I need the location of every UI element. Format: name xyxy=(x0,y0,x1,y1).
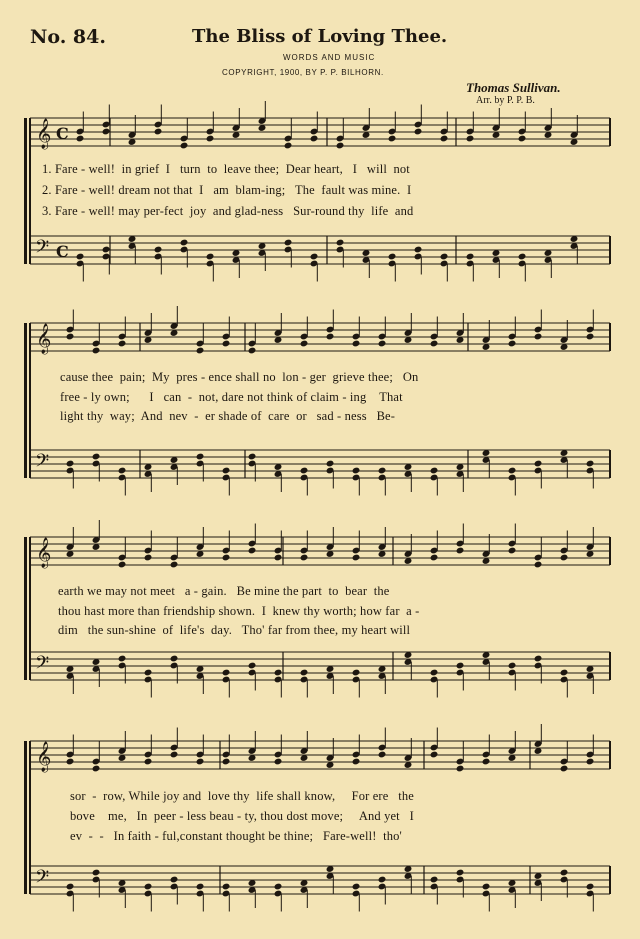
bass-note xyxy=(534,460,543,468)
bass-note xyxy=(586,883,595,891)
treble-note xyxy=(118,340,127,348)
bass-note xyxy=(456,869,465,877)
bass-note xyxy=(310,253,319,261)
treble-note xyxy=(378,751,387,759)
treble-note xyxy=(336,142,345,150)
lyric-line: 3. Fare - well! may per-fect joy and glad-ness Sur-round thy life and xyxy=(42,204,414,218)
copyright-notice: COPYRIGHT, 1900, BY P. P. BILHORN. xyxy=(222,68,384,77)
treble-note xyxy=(170,751,179,759)
treble-note xyxy=(388,135,397,143)
treble-clef-symbol: 𝄞 xyxy=(36,538,52,568)
treble-note xyxy=(196,758,205,766)
bass-note xyxy=(336,239,345,247)
lyric-line: dim the sun-shine of life's day. Tho' far from thee, my heart will xyxy=(58,623,411,637)
treble-note xyxy=(206,135,215,143)
system-bracket xyxy=(24,118,27,264)
lyric-line: 1. Fare - well! in grief I turn to leave thee; Dear heart, I will not xyxy=(42,162,410,176)
bass-note xyxy=(352,883,361,891)
bass-note xyxy=(222,883,231,891)
bass-note xyxy=(180,239,189,247)
bass-note xyxy=(118,467,127,475)
bass-clef-symbol: 𝄢 xyxy=(35,653,50,678)
treble-note xyxy=(76,135,85,143)
treble-note xyxy=(508,547,517,555)
bass-note xyxy=(326,460,335,468)
words-music-credit: WORDS AND MUSIC xyxy=(283,53,376,62)
treble-note xyxy=(284,142,293,150)
treble-note xyxy=(352,758,361,766)
treble-note xyxy=(352,554,361,562)
bass-note xyxy=(482,883,491,891)
bass-note xyxy=(560,669,569,677)
system-bracket xyxy=(24,741,27,894)
treble-note xyxy=(534,561,543,569)
treble-note xyxy=(508,340,517,348)
bass-clef-symbol: 𝄢 xyxy=(35,451,50,476)
bass-note xyxy=(430,669,439,677)
lyric-line: light thy way; And nev - er shade of care or sad - ness Be- xyxy=(60,409,396,423)
bass-note xyxy=(560,869,569,877)
treble-note xyxy=(456,547,465,555)
bass-note xyxy=(284,239,293,247)
treble-note xyxy=(430,340,439,348)
treble-clef-symbol: 𝄞 xyxy=(36,324,52,354)
bass-note xyxy=(440,253,449,261)
bass-note xyxy=(144,883,153,891)
bass-note xyxy=(430,467,439,475)
treble-note xyxy=(222,758,231,766)
treble-note xyxy=(430,554,439,562)
treble-note xyxy=(518,135,527,143)
bass-note xyxy=(222,467,231,475)
treble-note xyxy=(482,758,491,766)
bass-note xyxy=(248,662,257,670)
lyric-line: 2. Fare - well! dream not that I am blam-ing; The fault was mine. I xyxy=(42,183,412,197)
bass-note xyxy=(248,453,257,461)
bass-note xyxy=(430,876,439,884)
bass-note xyxy=(170,876,179,884)
bass-note xyxy=(196,453,205,461)
treble-note xyxy=(92,765,101,773)
treble-note xyxy=(586,333,595,341)
bass-note xyxy=(378,467,387,475)
treble-note xyxy=(440,135,449,143)
bass-note xyxy=(352,669,361,677)
bass-note xyxy=(586,460,595,468)
treble-note xyxy=(196,347,205,355)
treble-note xyxy=(144,554,153,562)
bass-note xyxy=(118,655,127,663)
system-bracket xyxy=(24,323,27,478)
bass-note xyxy=(456,662,465,670)
bass-note xyxy=(92,453,101,461)
treble-note xyxy=(274,758,283,766)
treble-note xyxy=(66,333,75,341)
treble-note xyxy=(534,333,543,341)
bass-note xyxy=(534,655,543,663)
author-credit: Thomas Sullivan. xyxy=(466,80,561,95)
treble-note xyxy=(300,340,309,348)
bass-note xyxy=(274,883,283,891)
treble-clef-symbol: 𝄞 xyxy=(36,119,52,149)
treble-note xyxy=(352,340,361,348)
lyric-line: earth we may not meet a - gain. Be mine the part to bear the xyxy=(58,584,390,598)
treble-clef-symbol: 𝄞 xyxy=(36,742,52,772)
treble-note xyxy=(586,758,595,766)
time-signature: C xyxy=(56,242,69,261)
bass-note xyxy=(518,253,527,261)
bass-note xyxy=(206,253,215,261)
treble-note xyxy=(560,554,569,562)
treble-note xyxy=(274,554,283,562)
bass-note xyxy=(466,253,475,261)
bass-note xyxy=(274,669,283,677)
system-bracket xyxy=(24,537,27,680)
lyric-line: free - ly own; I can - not, dare not think of claim - ing That xyxy=(60,390,403,404)
treble-note xyxy=(222,554,231,562)
bass-note xyxy=(196,883,205,891)
bass-note xyxy=(352,467,361,475)
bass-note xyxy=(388,253,397,261)
lyric-line: ev - - In faith - ful,constant thought be thine; Fare-well! tho' xyxy=(70,829,402,843)
treble-note xyxy=(560,765,569,773)
treble-note xyxy=(300,554,309,562)
bass-note xyxy=(92,869,101,877)
treble-note xyxy=(414,128,423,136)
treble-note xyxy=(430,751,439,759)
time-signature: C xyxy=(56,124,69,143)
bass-note xyxy=(66,460,75,468)
treble-note xyxy=(144,758,153,766)
bass-note xyxy=(508,662,517,670)
lyric-line: thou hast more than friendship shown. I knew thy worth; how far a - xyxy=(58,604,420,618)
bass-clef-symbol: 𝄢 xyxy=(35,867,50,892)
lyric-line: sor - row, While joy and love thy life shall know, For ere the xyxy=(70,789,414,803)
treble-note xyxy=(248,547,257,555)
bass-note xyxy=(508,467,517,475)
treble-note xyxy=(118,561,127,569)
bass-note xyxy=(144,669,153,677)
arranger-credit: Arr. by P. P. B. xyxy=(476,95,535,106)
treble-note xyxy=(248,347,257,355)
hymn-title: The Bliss of Loving Thee. xyxy=(192,26,448,47)
treble-note xyxy=(310,135,319,143)
treble-note xyxy=(466,135,475,143)
bass-note xyxy=(66,883,75,891)
lyric-line: cause thee pain; My pres - ence shall no lon - ger grieve thee; On xyxy=(60,370,419,384)
lyric-line: bove me, In peer - less beau - ty, thou dost move; And yet I xyxy=(70,809,414,823)
treble-note xyxy=(456,765,465,773)
hymn-number: No. 84. xyxy=(30,26,106,48)
treble-note xyxy=(66,758,75,766)
bass-clef-symbol: 𝄢 xyxy=(35,237,50,262)
treble-note xyxy=(154,128,163,136)
treble-note xyxy=(378,340,387,348)
bass-note xyxy=(154,246,163,254)
treble-note xyxy=(326,333,335,341)
bass-note xyxy=(102,246,111,254)
bass-note xyxy=(300,467,309,475)
treble-note xyxy=(102,128,111,136)
bass-note xyxy=(300,669,309,677)
treble-note xyxy=(222,340,231,348)
bass-note xyxy=(378,876,387,884)
bass-note xyxy=(414,246,423,254)
treble-note xyxy=(180,142,189,150)
bass-note xyxy=(76,253,85,261)
treble-note xyxy=(92,347,101,355)
bass-note xyxy=(170,655,179,663)
bass-note xyxy=(222,669,231,677)
treble-note xyxy=(170,561,179,569)
